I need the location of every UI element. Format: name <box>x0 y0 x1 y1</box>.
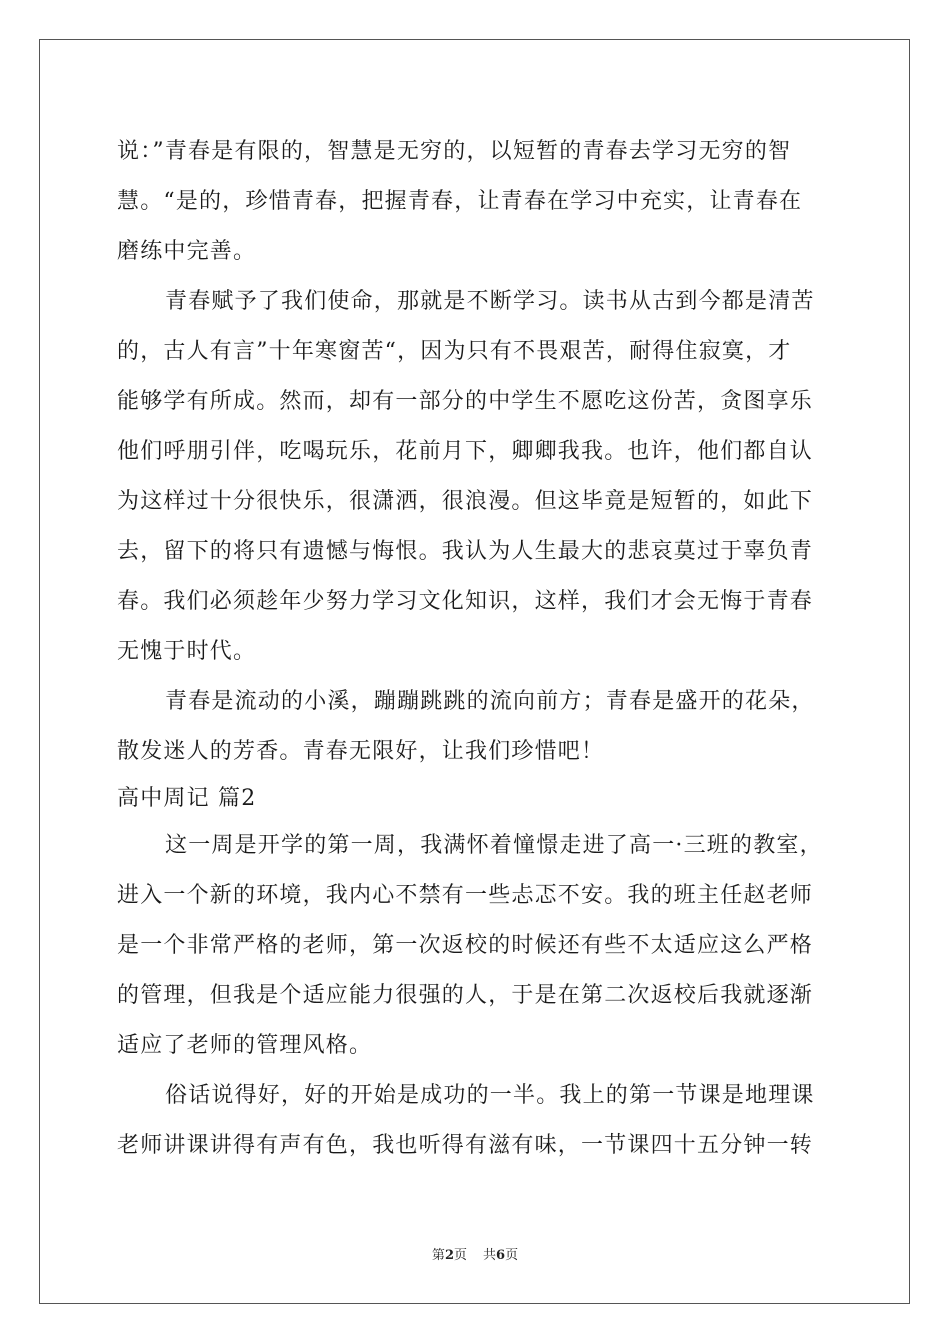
text-line: 磨练中完善。 <box>117 239 257 264</box>
text-line: 是一个非常严格的老师，第一次返校的时候还有些不太适应这么严格 <box>117 933 814 958</box>
text-line: 春。我们必须趁年少努力学习文化知识，这样，我们才会无悔于青春 <box>117 589 814 614</box>
text-line: 为这样过十分很快乐，很潇洒，很浪漫。但这毕竟是短暂的，如此下 <box>117 489 814 514</box>
total-suffix: 页 <box>505 1248 519 1263</box>
text-line: 他们呼朋引伴，吃喝玩乐，花前月下，卿卿我我。也许，他们都自认 <box>117 439 814 464</box>
text-line: 这一周是开学的第一周，我满怀着憧憬走进了高一·三班的教室， <box>165 833 823 858</box>
total-page-number: 6 <box>496 1248 506 1263</box>
text-line: 散发迷人的芳香。青春无限好，让我们珍惜吧！ <box>117 739 605 764</box>
document-body <box>117 127 837 1171</box>
text-line: 俗话说得好，好的开始是成功的一半。我上的第一节课是地理课 <box>165 1083 815 1108</box>
current-page-number: 2 <box>444 1248 454 1263</box>
section-heading: 高中周记 篇2 <box>117 786 257 811</box>
page-footer <box>0 1244 950 1263</box>
text-line: 青春赋予了我们使命，那就是不断学习。读书从古到今都是清苦 <box>165 289 815 314</box>
text-line: 的，古人有言”十年寒窗苦“，因为只有不畏艰苦，耐得住寂寞，才 <box>117 339 792 364</box>
page-suffix: 页 <box>453 1248 467 1263</box>
total-prefix: 共 <box>483 1248 497 1263</box>
text-line: 慧。“是的，珍惜青春，把握青春，让青春在学习中充实，让青春在 <box>117 189 803 214</box>
text-line: 无愧于时代。 <box>117 639 257 664</box>
page-prefix: 第 <box>431 1248 445 1263</box>
text-line: 说：”青春是有限的，智慧是无穷的，以短暂的青春去学习无穷的智 <box>117 139 792 164</box>
text-line: 进入一个新的环境，我内心不禁有一些忐忑不安。我的班主任赵老师 <box>117 883 814 908</box>
text-line: 去，留下的将只有遗憾与悔恨。我认为人生最大的悲哀莫过于辜负青 <box>117 539 814 564</box>
text-line: 青春是流动的小溪，蹦蹦跳跳的流向前方；青春是盛开的花朵， <box>165 689 815 714</box>
text-line: 能够学有所成。然而，却有一部分的中学生不愿吃这份苦，贪图享乐 <box>117 389 814 414</box>
text-line: 适应了老师的管理风格。 <box>117 1033 373 1058</box>
text-line: 的管理，但我是个适应能力很强的人，于是在第二次返校后我就逐渐 <box>117 983 814 1008</box>
text-line: 老师讲课讲得有声有色，我也听得有滋有味，一节课四十五分钟一转 <box>117 1133 814 1158</box>
